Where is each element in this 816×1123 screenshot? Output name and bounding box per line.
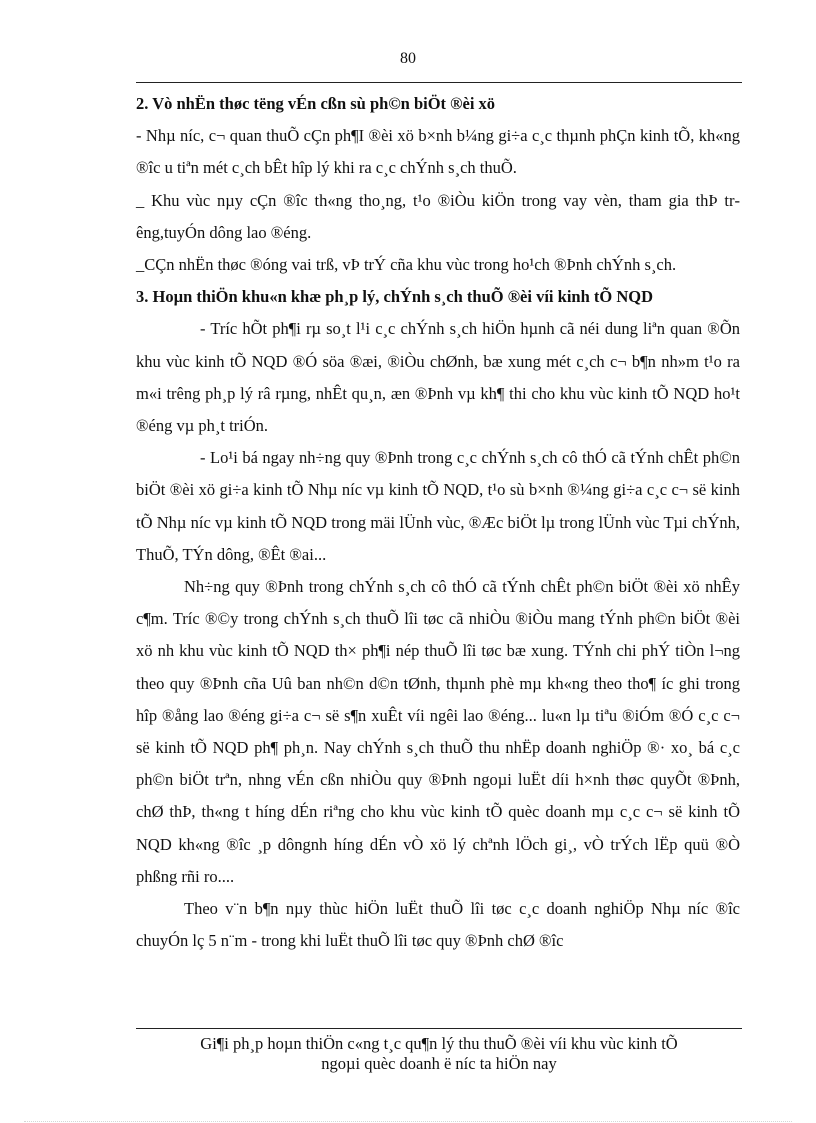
section-3-paragraph: Nh÷ng quy ®Þnh trong chÝnh s¸ch cô thÓ cã tÝnh chÊt ph©n biÖt ®èi xö nhÊy c¶m. Tríc ®©y trong chÝnh s¸ch thuÕ lîi tøc cã nhiÒu ®iÒu mang tÝnh ph©n biÖt ®èi xö nh khu vùc kinh tÕ NQD th× ph¶i nép thuÕ lîi tøc bæ xung. TÝnh chi phÝ tiÒn l¬ng theo quy ®Þnh cña Uû ban nh©n d©n tØnh, thµnh phè mµ kh«ng theo tho¶ íc ghi trong hîp ®ång lao ®éng gi÷a c¬ së s¶n xuÊt víi ngêi lao ®éng... lu«n lµ tiªu ®iÓm ®Ó c¸c c¬ së kinh tÕ NQD ph¶ ph¸n. Nay chÝnh s¸ch thuÕ thu nhËp doanh nghiÖp ®· xo¸ bá c¸c ph©n biÖt trªn, nhng vÉn cßn nhiÒu quy ®Þnh ngoµi luËt díi h×nh thøc quyÕt ®Þnh, chØ thÞ, th«ng t híng dÉn riªng cho khu vùc kinh tÕ quèc doanh mµ c¸c c¬ së kinh tÕ NQD kh«ng ®îc ¸p dôngnh híng dÉn vÒ xö lý chªnh lÖch gi¸, vÒ trÝch lËp quü ®Ò phßng rñi ro.... <box>136 577 740 886</box>
running-footer <box>136 1034 742 1074</box>
page-edge-divider <box>24 1121 792 1122</box>
header-rule <box>136 82 742 83</box>
section-2-paragraph: - Nhµ níc, c¬ quan thuÕ cÇn ph¶I ®èi xö b×nh b¼ng gi÷a c¸c thµnh phÇn kinh tÕ, kh«ng ®îc u tiªn mét c¸ch bÊt hîp lý khi ra c¸c chÝnh s¸ch thuÕ. <box>136 126 740 178</box>
section-3-paragraph: - Tríc hÕt ph¶i rµ so¸t l¹i c¸c chÝnh s¸ch hiÖn hµnh cã néi dung liªn quan ®Õn khu vùc kinh tÕ NQD ®Ó söa ®æi, ®iÒu chØnh, bæ xung mét c¸ch c¬ b¶n nh»m t¹o ra m«i trêng ph¸p lý râ rµng, nhÊt qu¸n, æn ®Þnh vµ kh¶ thi cho khu vùc kinh tÕ NQD ho¹t ®éng vµ ph¸t triÓn. <box>136 319 740 436</box>
section-2-paragraph: _CÇn nhËn thøc ®óng vai trß, vÞ trÝ cña khu vùc trong ho¹ch ®Þnh chÝnh s¸ch. <box>136 255 677 275</box>
section-3-paragraph: - Lo¹i bá ngay nh÷ng quy ®Þnh trong c¸c chÝnh s¸ch cô thÓ cã tÝnh chÊt ph©n biÖt ®èi xö gi÷a kinh tÕ Nhµ níc vµ kinh tÕ NQD, t¹o sù b×nh ®¼ng gi÷a c¸c c¬ së kinh tÕ Nhµ níc vµ kinh tÕ NQD trong mäi lÜnh vùc, ®Æc biÖt lµ trong lÜnh vùc Tµi chÝnh, ThuÕ, TÝn dông, ®Êt ®ai... <box>136 448 740 564</box>
footer-line-1: Gi¶i ph¸p hoµn thiÖn c«ng t¸c qu¶n lý thu thuÕ ®èi víi khu vùc kinh tÕ <box>200 1034 678 1053</box>
section-2-paragraph: _ Khu vùc nµy cÇn ®îc th«ng tho¸ng, t¹o ®iÒu kiÖn trong vay vèn, tham gia thÞ trêng,tuyÓn dông lao ®éng. <box>136 190 740 242</box>
section-3-paragraph: Theo v¨n b¶n nµy thùc hiÖn luËt thuÕ lîi tøc c¸c doanh nghiÖp Nhµ níc ®îc chuyÓn lç 5 n¨m - trong khi luËt thuÕ lîi tøc quy ®Þnh chØ ®îc <box>136 899 740 951</box>
footer-rule <box>136 1028 742 1029</box>
footer-line-2: ngoµi quèc doanh ë níc ta hiÖn nay <box>321 1054 557 1073</box>
section-3-heading: 3. Hoµn thiÖn khu«n khæ ph¸p lý, chÝnh s¸ch thuÕ ®èi víi kinh tÕ NQD <box>136 287 653 307</box>
document-body <box>136 88 740 957</box>
section-2-heading: 2. Vò nhËn thøc tëng vÉn cßn sù ph©n biÖt ®èi xö <box>136 94 496 113</box>
page-number: 80 <box>400 50 416 67</box>
